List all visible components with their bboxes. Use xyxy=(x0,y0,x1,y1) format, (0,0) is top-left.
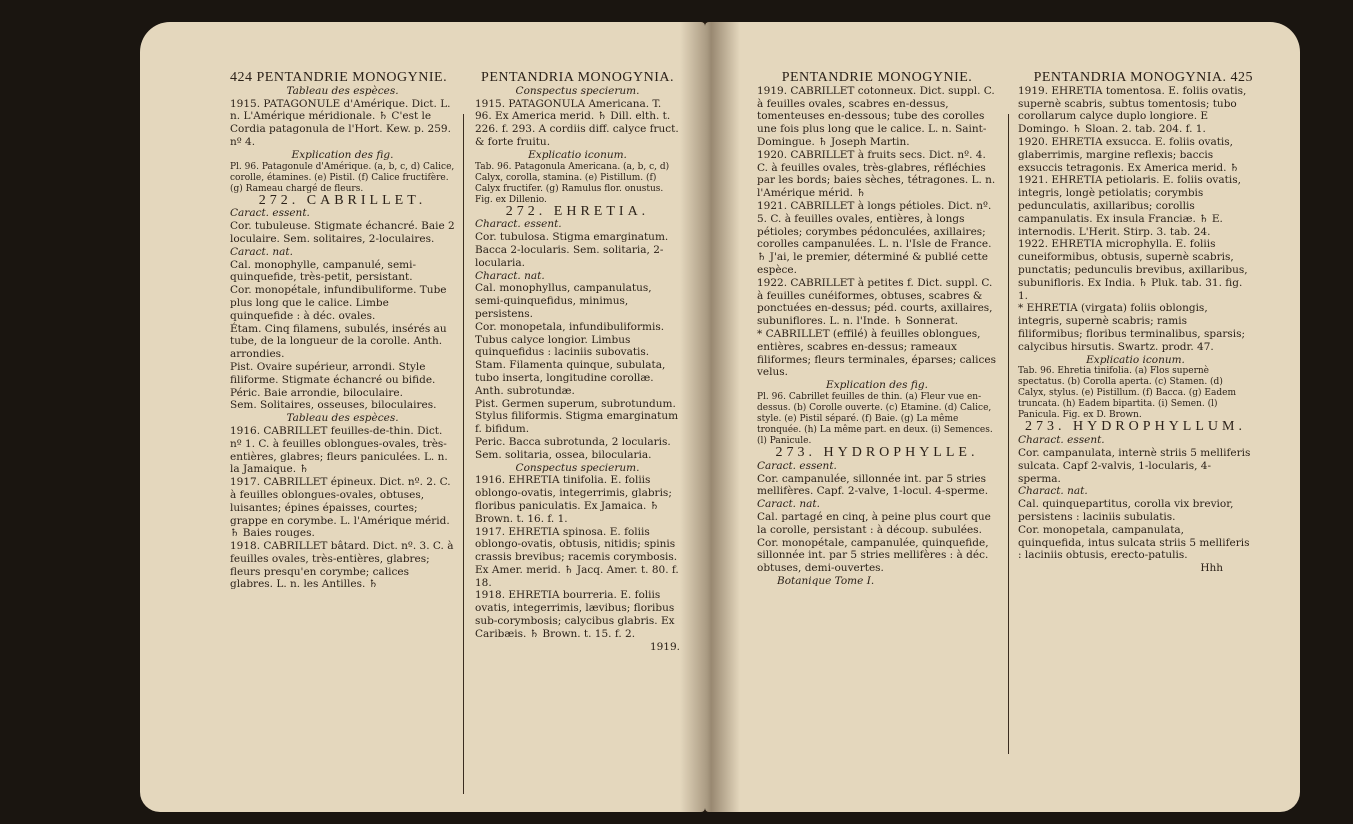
paragraph: Cor. monopétale, infundibuliforme. Tube plus long que le calice. Limbe quinquefide : à déc. ovales. xyxy=(230,284,447,322)
paragraph: Cor. campanulée, sillonnée int. par 5 stries mellifères. Capf. 2-valve, 1-locul. 4-sperme. xyxy=(757,472,989,498)
paragraph: Cor. tubulosa. Stigma emarginatum. Bacca 2-locularis. Sem. solitaria, 2-locularia. xyxy=(475,231,669,269)
species-entry: 1921. CABRILLET à longs pétioles. Dict. nº. 5. C. à feuilles ovales, entières, à longs pétioles; corymbes pédonculées, axillaires; corolles campanulées. L. n. l'Isle de France. ♄ J'ai, le premier, déterminé & publié cette espèce. xyxy=(757,199,992,276)
label: Caract. essent. xyxy=(230,207,310,220)
right-column-french xyxy=(757,72,997,588)
species-entry: 1920. CABRILLET à fruits secs. Dict. nº. 4. C. à feuilles ovales, très-glabres, réfléchies par les bords; baies sèches, tétragones. L. n. l'Amérique mérid. ♄ xyxy=(757,148,996,200)
species-entry: 1915. PATAGONULE d'Amérique. Dict. L. n. L'Amérique méridionale. ♄ C'est le Cordia patagonula de l'Hort. Kew. p. 259. nº 4. xyxy=(230,97,451,148)
section-subtitle: Tableau des espèces. xyxy=(286,84,399,97)
species-entry: 1918. CABRILLET bâtard. Dict. nº. 3. C. à feuilles ovales, très-entières, glabres; fleurs presqu'en corymbe; calices glabres. L. n. les Antilles. ♄ xyxy=(230,540,454,591)
right-page xyxy=(705,22,1300,812)
left-page xyxy=(140,22,705,812)
paragraph: Cor. monopétale, campanulée, quinquefide, sillonnée int. par 5 stries mellifères : à déc. obtuses, demi-ouvertes. xyxy=(757,536,989,575)
label: Charact. essent. xyxy=(1018,434,1105,447)
species-entry: 1916. EHRETIA tinifolia. E. foliis oblongo-ovatis, integerrimis, glabris; floribus paniculatis. Ex Jamaica. ♄ Brown. t. 16. f. 1. xyxy=(475,474,672,525)
section-subtitle: Explication des fig. xyxy=(826,379,928,392)
species-entry: 1915. PATAGONULA Americana. T. 96. Ex America merid. ♄ Dill. elth. t. 226. f. 293. A cordiis diff. calyce fruct. & forte fruitu. xyxy=(475,97,679,148)
species-entry: 1917. CABRILLET épineux. Dict. nº. 2. C. à feuilles oblongues-ovales, obtuses, luisantes; épines épaisses, courtes; grappe en corymbe. L. l'Amérique mérid. ♄ Baies rouges. xyxy=(230,476,451,540)
label: Caract. nat. xyxy=(230,245,293,258)
paragraph: Péric. Baie arrondie, biloculaire. xyxy=(230,386,403,399)
label: Caract. nat. xyxy=(757,498,820,511)
paragraph: Peric. Bacca subrotunda, 2 locularis. xyxy=(475,435,671,448)
figure-explanation: Pl. 96. Patagonule d'Amérique. (a, b, c, d) Calice, corolle, étamines. (e) Pistil. (f) Calice fructifère. (g) Rameau chargé de fleurs. xyxy=(230,161,455,194)
running-header: PENTANDRIE MONOGYNIE. xyxy=(256,70,448,85)
label: Caract. essent. xyxy=(757,459,837,472)
right-column-latin xyxy=(1018,72,1253,575)
section-subtitle: Conspectus specierum. xyxy=(515,461,640,474)
open-book xyxy=(140,22,1300,812)
species-entry: * CABRILLET (effilé) à feuilles oblongues, entières, scabres en-dessus; rameaux filiformes; fleurs terminales, éparses; calices velus. xyxy=(757,327,996,379)
column-rule xyxy=(463,114,464,794)
section-subtitle: Tableau des espèces. xyxy=(286,412,399,425)
page-number: 424 xyxy=(230,70,253,85)
catchword: 1919. xyxy=(649,640,680,653)
paragraph: Étam. Cinq filamens, subulés, insérés au tube, de la longueur de la corolle. Anth. arrondies. xyxy=(230,322,447,361)
species-entry: 1918. EHRETIA bourreria. E. foliis ovatis, integerrimis, lævibus; floribus sub-corymbosis; calycibus glabris. Ex Caribæis. ♄ Brown. t. 15. f. 2. xyxy=(475,589,675,640)
section-subtitle: Conspectus specierum. xyxy=(515,84,640,97)
section-subtitle: Explication des fig. xyxy=(291,148,394,161)
figure-explanation: Pl. 96. Cabrillet feuilles de thin. (a) Fleur vue en-dessus. (b) Corolle ouverte. (c) Etamine. (d) Calice, style. (e) Pistil séparé. (f) Baie. (g) La même tronquée. (h) La même part. en deux. (i) Semences. (l) Panicule. xyxy=(757,391,993,446)
running-header: PENTANDRIA MONOGYNIA. xyxy=(1033,70,1227,85)
book-gutter xyxy=(680,22,740,812)
paragraph: Cal. partagé en cinq, à peine plus court que la corolle, persistant : à découp. subulées. xyxy=(757,510,991,536)
left-column-latin xyxy=(475,72,680,653)
species-entry: 1922. EHRETIA microphylla. E. foliis cuneiformibus, obtusis, supernè scabris, punctatis; pedunculis brevibus, axillaribus, subunifloris. Ex India. ♄ Pluk. tab. 31. fig. 1. xyxy=(1018,238,1248,302)
species-entry: * EHRETIA (virgata) foliis oblongis, integris, supernè scabris; ramis filiformibus; floribus terminalibus, sparsis; calycibus hirsutis. Swartz. prodr. 47. xyxy=(1018,302,1246,353)
paragraph: Pist. Ovaire supérieur, arrondi. Style filiforme. Stigmate échancré ou bifide. xyxy=(230,360,436,386)
paragraph: Sem. solitaria, ossea, bilocularia. xyxy=(475,448,652,461)
paragraph: Pist. Germen superum, subrotundum. Stylus filiformis. Stigma emarginatum f. bifidum. xyxy=(475,397,679,436)
page-number: 425 xyxy=(1230,70,1253,85)
genus-heading: 273. HYDROPHYLLUM. xyxy=(1025,419,1246,435)
footer-signature: Botanique Tome I. xyxy=(777,574,875,587)
section-subtitle: Explicatio iconum. xyxy=(1086,353,1185,366)
figure-explanation: Tab. 96. Ehretia tinifolia. (a) Flos supernè spectatus. (b) Corolla aperta. (c) Stamen. (d) Calyx, stylus. (e) Pistillum. (f) Bacca. (g) Eadem truncata. (h) Eadem bipartita. (i) Semen. (l) Panicula. Fig. ex D. Brown. xyxy=(1018,366,1236,421)
running-header: PENTANDRIE MONOGYNIE. xyxy=(781,70,973,85)
genus-heading: 272. CABRILLET. xyxy=(258,192,427,208)
paragraph: Cal. monophyllus, campanulatus, semi-quinquefidus, minimus, persistens. xyxy=(475,282,652,320)
genus-heading: 273. HYDROPHYLLE. xyxy=(775,444,979,460)
column-rule xyxy=(1008,114,1009,754)
species-entry: 1920. EHRETIA exsucca. E. foliis ovatis, glaberrimis, margine reflexis; baccis exsuccis tetragonis. Ex America merid. ♄ xyxy=(1018,135,1240,174)
paragraph: Sem. Solitaires, osseuses, biloculaires. xyxy=(230,399,437,412)
left-column-french xyxy=(230,72,455,591)
paragraph: Cor. monopetala, infundibuliformis. Tubus calyce longior. Limbus quinquefidus : laciniis subovatis. xyxy=(475,320,665,359)
label: Charact. nat. xyxy=(1018,485,1088,498)
paragraph: Cor. campanulata, internè striis 5 melliferis sulcata. Capf 2-valvis, 1-locularis, 4-sperma. xyxy=(1018,446,1251,485)
species-entry: 1922. CABRILLET à petites f. Dict. suppl. C. à feuilles cunéiformes, obtuses, scabres & ponctuées en-dessus; péd. courts, axillaires, subuniflores. L. n. l'Inde. ♄ Sonnerat. xyxy=(757,276,993,328)
paragraph: Cor. monopetala, campanulata, quinquefida, intus sulcata striis 5 melliferis : laciniis obtusis, erecto-patulis. xyxy=(1018,523,1250,562)
genus-heading: 272. EHRETIA. xyxy=(505,203,650,219)
paragraph: Cor. tubuleuse. Stigmate échancré. Baie 2 loculaire. Sem. solitaires, 2-loculaires. xyxy=(230,220,455,245)
species-entry: 1921. EHRETIA petiolaris. E. foliis ovatis, integris, longè petiolatis; corymbis pedunculatis, axillaribus; corollis campanulatis. Ex insula Franciæ. ♄ E. internodis. L'Herit. Stirp. 3. tab. 24. xyxy=(1018,174,1241,238)
paragraph: Cal. quinquepartitus, corolla vix brevior, persistens : laciniis subulatis. xyxy=(1018,498,1234,523)
species-entry: 1916. CABRILLET feuilles-de-thin. Dict. nº 1. C. à feuilles oblongues-ovales, très-entières, glabres; fleurs paniculées. L. n. la Jamaique. ♄ xyxy=(230,424,448,476)
paragraph: Cal. monophylle, campanulé, semi-quinquefide, très-petit, persistant. xyxy=(230,258,417,284)
species-entry: 1919. CABRILLET cotonneux. Dict. suppl. C. à feuilles ovales, scabres en-dessus, tomenteuses en-dessous; tube des corolles une fois plus long que le calice. L. n. Saint-Domingue. ♄ Joseph Martin. xyxy=(757,84,995,148)
label: Charact. nat. xyxy=(475,269,545,282)
paragraph: Stam. Filamenta quinque, subulata, tubo inserta, longitudine corollæ. Anth. subrotundæ. xyxy=(475,359,666,397)
species-entry: 1917. EHRETIA spinosa. E. foliis oblongo-ovatis, obtusis, nitidis; spinis crassis brevibus; racemis corymbosis. Ex Amer. merid. ♄ Jacq. Amer. t. 80. f. 18. xyxy=(475,525,679,589)
label: Charact. essent. xyxy=(475,218,562,231)
figure-explanation: Tab. 96. Patagonula Americana. (a, b, c, d) Calyx, corolla, stamina. (e) Pistillum. (f) Calyx fructifer. (g) Ramulus flor. onustus. Fig. ex Dillenio. xyxy=(475,161,670,205)
species-entry: 1919. EHRETIA tomentosa. E. foliis ovatis, supernè scabris, subtus tomentosis; tubo corollarum calyce duplo longiore. E Domingo. ♄ Sloan. 2. tab. 204. f. 1. xyxy=(1018,84,1247,136)
running-header: PENTANDRIA MONOGYNIA. xyxy=(481,70,674,85)
signature-mark: Hhh xyxy=(1200,562,1223,575)
section-subtitle: Explicatio iconum. xyxy=(528,148,627,161)
